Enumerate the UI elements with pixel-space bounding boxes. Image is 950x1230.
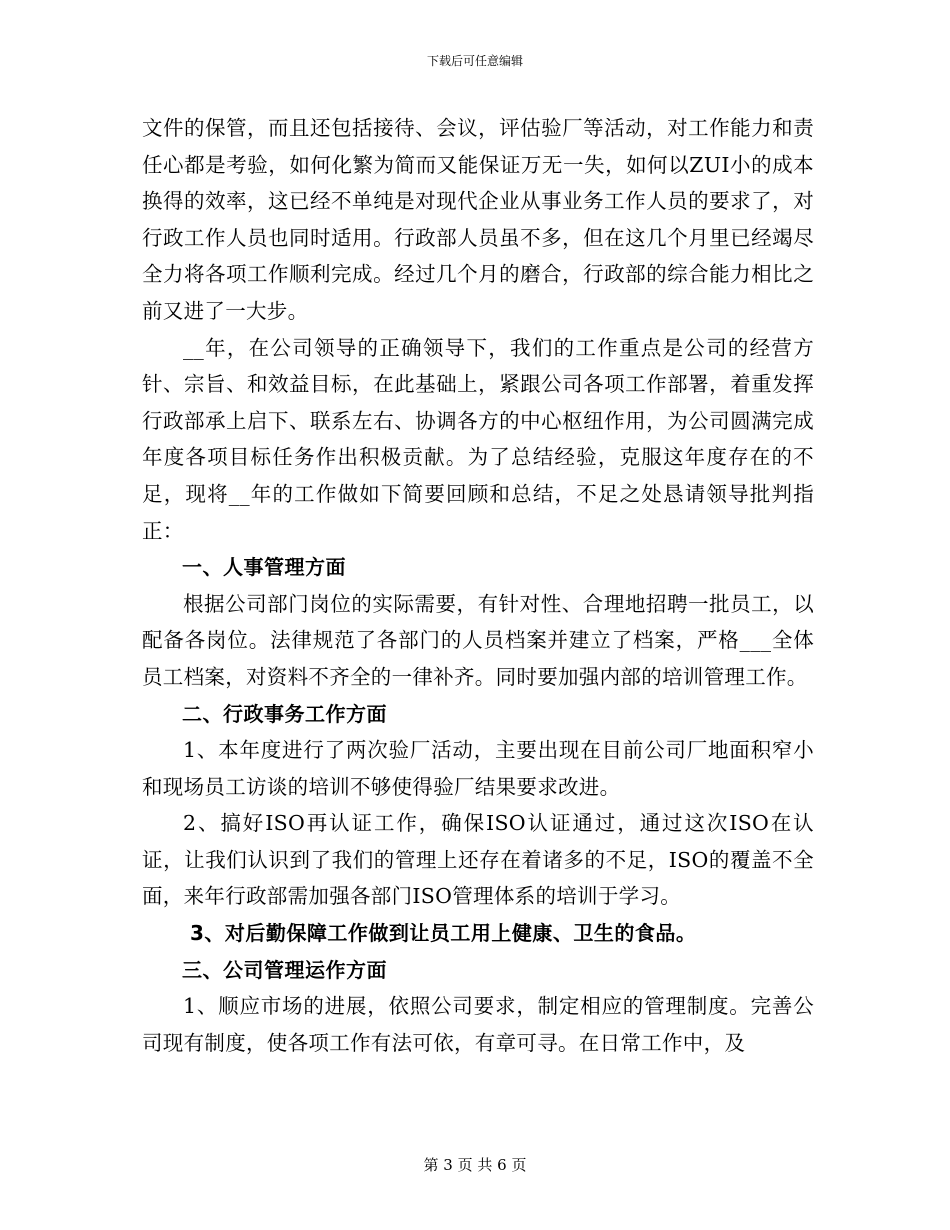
paragraph: 文件的保管，而且还包括接待、会议，评估验厂等活动，对工作能力和责任心都是考验，如何化繁为简而又能保证万无一失，如何以ZUI小的成本换得的效率，这已经不单纯是对现代企业从事业务工作人员的要求了，对行政工作人员也同时适用。行政部人员虽不多，但在这几个月里已经竭尽全力将各项工作顺利完成。经过几个月的磨合，行政部的综合能力相比之前又进了一大步。	[142, 116, 814, 323]
paragraph: 2、搞好ISO再认证工作，确保ISO认证通过，通过这次ISO在认证，让我们认识到了我们的管理上还存在着诸多的不足，ISO的覆盖不全面，来年行政部需加强各部门ISO管理体系的培训于学习。	[142, 811, 814, 909]
page-number-footer: 第 3 页 共 6 页	[423, 1156, 527, 1174]
paragraph: 根据公司部门岗位的实际需要，有针对性、合理地招聘一批员工，以配备各岗位。法律规范了各部门的人员档案并建立了档案，严格___全体员工档案，对资料不齐全的一律补齐。同时要加强内部的培训管理工作。	[142, 591, 814, 689]
paragraph: 1、顺应市场的进展，依照公司要求，制定相应的管理制度。完善公司现有制度，使各项工作有法可依，有章可寻。在日常工作中，及	[142, 994, 814, 1055]
document-body	[142, 110, 814, 1061]
section-heading: 3、对后勤保障工作做到让员工用上健康、卫生的食品。	[190, 921, 697, 946]
paragraph: __年，在公司领导的正确领导下，我们的工作重点是公司的经营方针、宗旨、和效益目标，在此基础上，紧跟公司各项工作部署，着重发挥行政部承上启下、联系左右、协调各方的中心枢纽作用，为公司圆满完成年度各项目标任务作出积极贡献。为了总结经验，克服这年度存在的不足，现将__年的工作做如下简要回顾和总结，不足之处恳请领导批判指正：	[142, 335, 814, 543]
section-heading: 一、人事管理方面	[182, 555, 346, 580]
paragraph: 1、本年度进行了两次验厂活动，主要出现在目前公司厂地面积窄小和现场员工访谈的培训不够使得验厂结果要求改进。	[142, 738, 814, 799]
page-header-note: 下载后可任意编辑	[426, 54, 523, 68]
section-heading: 三、公司管理运作方面	[182, 957, 387, 982]
section-heading: 二、行政事务工作方面	[182, 701, 387, 726]
